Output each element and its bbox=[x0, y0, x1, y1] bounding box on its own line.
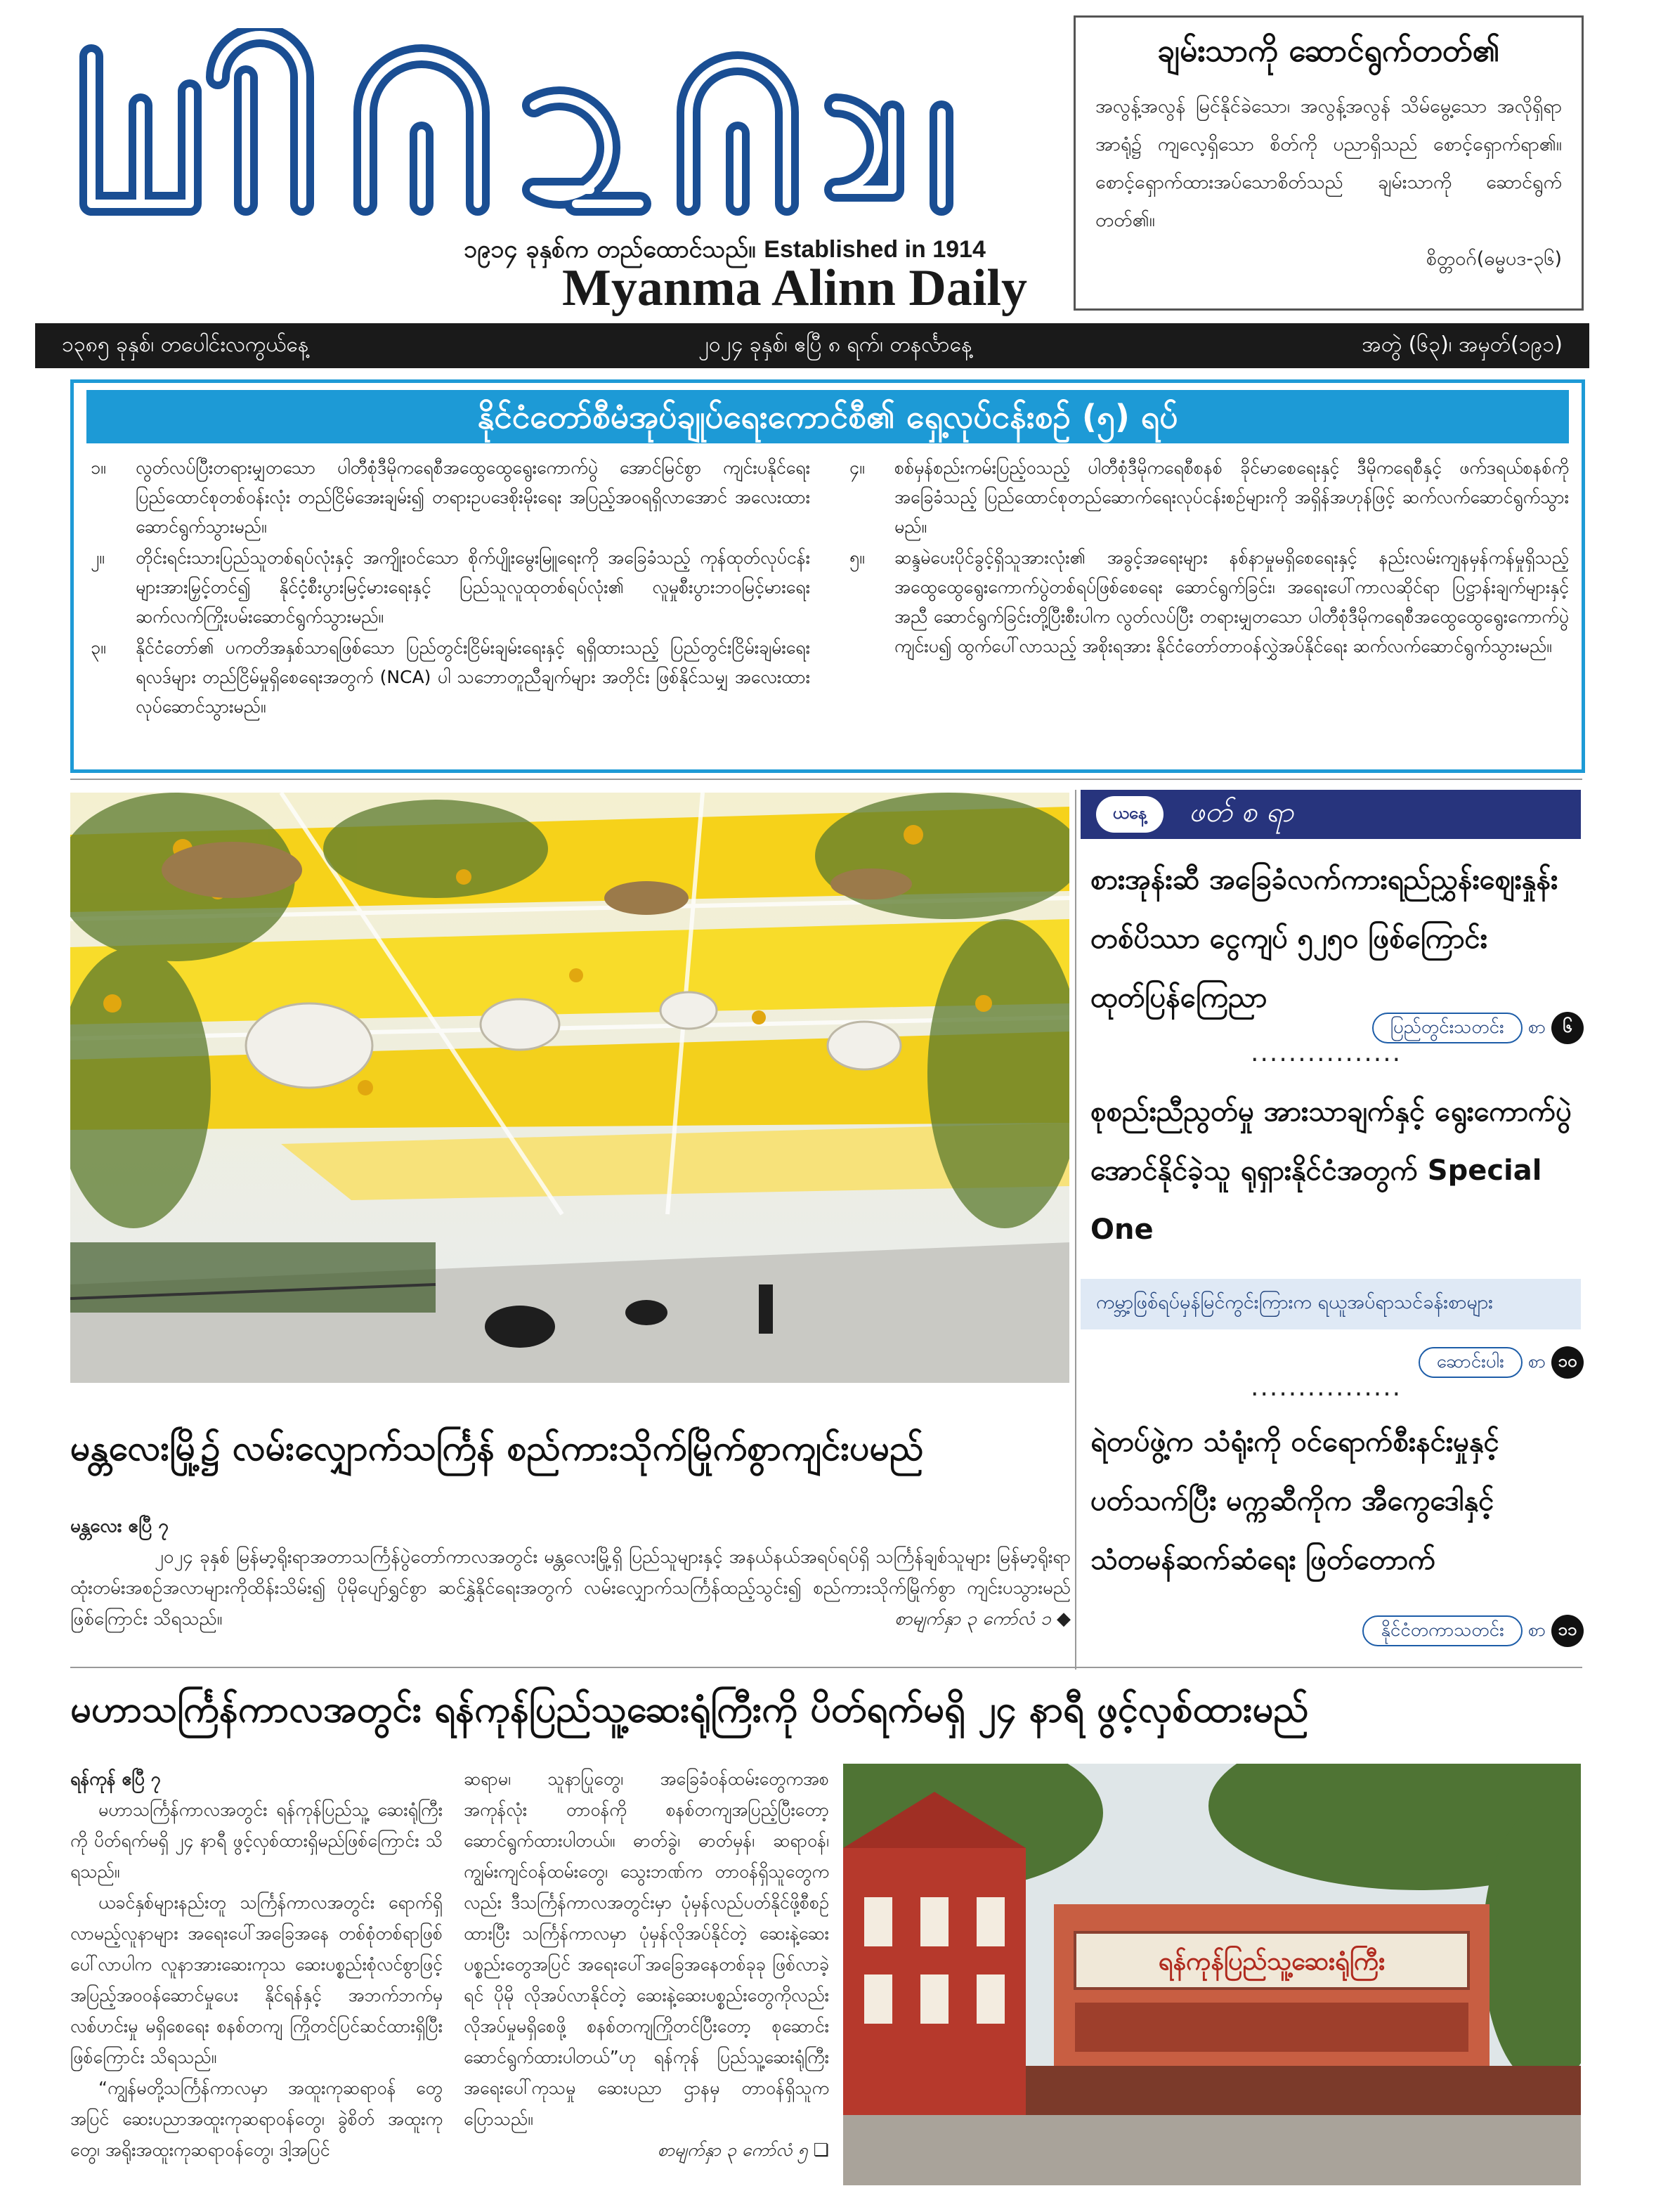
paragraph: မဟာသင်္ကြန်ကာလအတွင်း ရန်ကုန်ပြည်သူ့ ဆေးရုံကြီးကို ပိတ်ရက်မရှိ ၂၄ နာရီ ဖွင့်လှစ်ထားရှိမည်ဖြစ်ကြောင်း သိရသည်။ bbox=[70, 1800, 443, 1882]
dots-separator: ................ bbox=[1251, 1373, 1402, 1402]
policy-item: ၁။ လွတ်လပ်ပြီးတရားမျှတသော ပါတီစုံဒီမိုကရေစီအထွေထွေရွေးကောက်ပွဲ အောင်မြင်စွာ ကျင်းပနိုင်ရေး ပြည်ထောင်စုတစ်ဝန်းလုံး တည်ငြိမ်အေးချမ်း၍ တရားဥပဒေစိုးမိုးရေး အပြည့်အဝရရှိလာအောင် အလေးထားဆောင်ရွက်သွားမည်။ bbox=[91, 457, 810, 537]
paragraph: ယခင်နှစ်များနည်းတူ သင်္ကြန်ကာလအတွင်း ရောက်ရှိလာမည့်လူနာများ အရေးပေါ်အခြေအနေ တစ်စုံတစ်ရာဖြစ်ပေါ်လာပါက လူနာအားဆေးကုသ ဆေးပစ္စည်းစုံလင်စွာဖြင့် အပြည့်အဝဝန်ဆောင်မှုပေး နိုင်ရန်နှင့် အဘက်ဘက်မှ လစ်ဟင်းမှု မရှိစေရေး စနစ်တကျ ကြိုတင်ပြင်ဆင်ထားရှိပြီးဖြစ်ကြောင်း သိရသည်။ bbox=[70, 1892, 443, 2067]
lead-headline[interactable]: မန္တလေးမြို့၌ လမ်းလျှောက်သင်္ကြန် စည်ကားသိုက်မြိုက်စွာကျင်းပမည် bbox=[70, 1428, 924, 1469]
second-dateline: ရန်ကုန် ဧပြီ ၇ bbox=[70, 1769, 161, 1789]
divider bbox=[70, 1667, 1582, 1668]
masthead bbox=[70, 28, 1068, 317]
paragraph: ဆရာမ၊ သူနာပြုတွေ၊ အခြေခံဝန်ထမ်းတွေကအစ အကုန်လုံး တာဝန်ကို စနစ်တကျအပြည့်ပြီးတော့ ဆောင်ရွက်ထားပါတယ်။ ဓာတ်ခွဲ၊ ဓာတ်မှန်၊ ဆရာဝန်၊ ကျွမ်းကျင်ဝန်ထမ်းတွေ၊ သွေးဘဏ်က တာဝန်ရှိသူတွေကလည်း ဒီသင်္ကြန်ကာလအတွင်းမှာ ပုံမှန်လည်ပတ်နိုင်ဖို့စီစဉ်ထားပြီး သင်္ကြန်ကာလမှာ ပုံမှန်လိုအပ်နိုင်တဲ့ ဆေးနဲ့ဆေးပစ္စည်းတွေအပြင် အရေးပေါ်အခြေအနေတစ်ခုခု ဖြစ်လာခဲ့ရင် ပိုမို လိုအပ်လာနိုင်တဲ့ ဆေးနဲ့ဆေးပစ္စည်းတွေကိုလည်း လိုအပ်မှုမရှိစေဖို့ စနစ်တကျကြိုတင်ပြီးတော့ စုဆောင်းဆောင်ရွက်ထားပါတယ်”ဟု ရန်ကုန် ပြည်သူ့ဆေးရုံကြီး အရေးပေါ်ကုသမှု ဆေးပညာ ဌာနမှ တာဝန်ရှိသူက ပြောသည်။ bbox=[464, 1769, 829, 2129]
policy-item: ၅။ ဆန္ဒမဲပေးပိုင်ခွင့်ရှိသူအားလုံး၏ အခွင့်အရေးများ နစ်နာမှုမရှိစေရေးနှင့် နည်းလမ်းကျနမှန်ကန်မှုရှိသည့် အထွေထွေရွေးကောက်ပွဲတစ်ရပ်ဖြစ်စေရေး ဆောင်ရွက်ခြင်း၊ အရေးပေါ်ကာလဆိုင်ရာ ပြဋ္ဌာန်းချက်များနှင့်အညီ ဆောင်ရွက်ခြင်းတို့ပြီးစီးပါက လွတ်လပ်ပြီး တရားမျှတသော ပါတီစုံဒီမိုကရေစီအထွေထွေရွေးကောက်ပွဲ ကျင်းပ၍ ထွက်ပေါ်လာသည့် အစိုးရအား နိုင်ငံတော်တာဝန်လွှဲအပ်နိုင်ရေး ဆက်လက်ဆောင်ရွက်သွားမည်။ bbox=[849, 547, 1569, 656]
tagline-en: Established in 1914 bbox=[764, 236, 986, 263]
lead-continued[interactable]: စာမျက်နှာ ၃ ကော်လံ ၁ ◆ bbox=[894, 1608, 1071, 1629]
index-badge: ယနေ့ bbox=[1096, 796, 1164, 833]
index-story-3[interactable]: ရဲတပ်ဖွဲ့က သံရုံးကို ဝင်ရောက်စီးနင်းမှုနှင့်ပတ်သက်ပြီး မက္ကဆီကိုက အီကွေဒေါနှင့် သံတမန်ဆက်ဆံရေး ဖြတ်တောက် bbox=[1090, 1426, 1499, 1576]
article-column-2 bbox=[464, 1764, 829, 2166]
divider bbox=[1075, 790, 1076, 1670]
policy-box bbox=[70, 379, 1585, 773]
index-story-3-tag[interactable] bbox=[1362, 1615, 1584, 1647]
logo bbox=[70, 28, 998, 232]
dateline-gregorian: ၂၀၂၄ ခုနှစ်၊ ဧပြီ ၈ ရက်၊ တနင်္လာနေ့ bbox=[698, 332, 972, 357]
index-bar bbox=[1081, 790, 1581, 839]
index-story-2-tag[interactable] bbox=[1419, 1346, 1584, 1379]
quote-title: ချမ်းသာကို ဆောင်ရွက်တတ်၏ bbox=[1157, 33, 1500, 69]
paragraph: “ကျွန်မတို့သင်္ကြန်ကာလမှာ အထူးကုဆရာဝန် တွေအပြင် ဆေးပညာအထူးကုဆရာဝန်တွေ၊ ခွဲစိတ် အထူးကုတွေ၊ အရိုးအထူးကုဆရာဝန်တွေ၊ ဒါ့အပြင် bbox=[70, 2078, 443, 2160]
index-story-1[interactable]: စားအုန်းဆီ အခြေခံလက်ကားရည်ညွှန်းဈေးနှုန်း တစ်ပိဿာ ငွေကျပ် ၅၂၅၀ ဖြစ်ကြောင်း ထုတ်ပြန်ကြေညာ bbox=[1090, 864, 1558, 1014]
page-label: စာ bbox=[1527, 1619, 1546, 1641]
article-column-1 bbox=[70, 1764, 443, 2166]
index-story-2[interactable]: စုစည်းညီညွတ်မှု အားသာချက်နှင့် ရွေးကောက်ပွဲအောင်နိုင်ခဲ့သူ ရုရှားနိုင်ငံအတွက် Special One bbox=[1090, 1095, 1572, 1246]
policy-item: ၂။ တိုင်းရင်းသားပြည်သူတစ်ရပ်လုံးနှင့် အကျိုးဝင်သော စိုက်ပျိုးမွေးမြူရေးကို အခြေခံသည့် ကုန်ထုတ်လုပ်ငန်းများအားမြှင့်တင်၍ နိုင်ငံ့စီးပွားမြင့်မားရေးနှင့် ပြည်သူလူထုတစ်ရပ်လုံး၏ လူမှုစီးပွားဘဝမြင့်မားရေး ဆက်လက်ကြိုးပမ်းဆောင်ရွက်သွားမည်။ bbox=[91, 547, 810, 627]
second-continued[interactable]: စာမျက်နှာ ၃ ကော်လံ ၅ ❏ bbox=[657, 2140, 829, 2160]
quote-body: အလွန့်အလွန် မြင်နိုင်ခဲသော၊ အလွန့်အလွန် သိမ်မွေ့သော အလိုရှိရာအာရုံ၌ ကျလေ့ရှိသော စိတ်ကို ပညာရှိသည် စောင့်ရှောက်ရာ၏။ စောင့်ရှောက်ထားအပ်သောစိတ်သည် ချမ်းသာကို ဆောင်ရွက်တတ်၏။ bbox=[1095, 96, 1562, 231]
policy-column-left bbox=[86, 453, 810, 723]
lead-dateline: မန္တလေး ဧပြီ ၇ bbox=[70, 1516, 169, 1537]
second-headline[interactable]: မဟာသင်္ကြန်ကာလအတွင်း ရန်ကုန်ပြည်သူ့ဆေးရုံကြီးကို ပိတ်ရက်မရှိ ၂၄ နာရီ ဖွင့်လှစ်ထားမည် bbox=[70, 1689, 1309, 1731]
divider bbox=[70, 779, 1582, 780]
policy-column-right bbox=[845, 453, 1569, 723]
quote-box bbox=[1074, 15, 1584, 311]
lead-photo bbox=[70, 793, 1069, 1383]
page-label: စာ bbox=[1527, 1016, 1546, 1038]
index-title: ဖတ် စ ရာ bbox=[1189, 795, 1294, 828]
english-name: Myanma Alinn Daily bbox=[562, 259, 1027, 317]
policy-item: ၃။ နိုင်ငံတော်၏ ပကတိအနှစ်သာရဖြစ်သော ပြည်တွင်းငြိမ်းချမ်းရေးနှင့် ရရှိထားသည့် ပြည်တွင်းငြိမ်းချမ်းရေးရလဒ်များ တည်ငြိမ်မှုရှိစေရေးအတွက် (NCA) ပါ သဘောတူညီချက်များ အတိုင်း ဖြစ်နိုင်သမျှ အလေးထားလုပ်ဆောင်သွားမည်။ bbox=[91, 637, 810, 717]
tagline-mm: ၁၉၁၄ ခုနှစ်က တည်ထောင်သည်။ bbox=[464, 235, 756, 264]
dateline-myanmar: ၁၃၈၅ ခုနှစ်၊ တပေါင်းလကွယ်နေ့ bbox=[62, 332, 309, 357]
policy-title: နိုင်ငံတော်စီမံအုပ်ချုပ်ရေးကောင်စီ၏ ရှေ့လုပ်ငန်းစဉ် (၅) ရပ် bbox=[86, 390, 1569, 443]
section-tag: နိုင်ငံတကာသတင်း bbox=[1362, 1615, 1522, 1646]
page-label: စာ bbox=[1527, 1351, 1546, 1372]
dateline-bar bbox=[35, 323, 1589, 368]
hospital-photo bbox=[843, 1764, 1581, 2185]
policy-item: ၄။ စစ်မှန်စည်းကမ်းပြည့်ဝသည့် ပါတီစုံဒီမိုကရေစီစနစ် ခိုင်မာစေရေးနှင့် ဒီမိုကရေစီနှင့် ဖက်ဒရယ်စနစ်ကိုအခြေခံသည့် ပြည်ထောင်စုတည်ဆောက်ရေးလုပ်ငန်းစဉ်များကို အရှိန်အဟုန်ဖြင့် ဆက်လက်ဆောင်ရွက်သွားမည်။ bbox=[849, 457, 1569, 537]
index-story-2-subtitle: ကမ္ဘာ့ဖြစ်ရပ်မှန်မြင်ကွင်းကြားက ရယူအပ်ရာသင်ခန်းစာများ bbox=[1081, 1279, 1581, 1329]
lead-article bbox=[70, 1511, 1071, 1634]
page-number: ၁၁ bbox=[1551, 1615, 1584, 1647]
hospital-sign: ရန်ကုန်ပြည်သူ့ဆေးရုံကြီး bbox=[1158, 1947, 1386, 1976]
dateline-volume: အတွဲ (၆၃)၊ အမှတ်(၁၉၁) bbox=[1362, 332, 1563, 357]
lead-body: ၂၀၂၄ ခုနှစ် မြန်မာ့ရိုးရာအတာသင်္ကြန်ပွဲတော်ကာလအတွင်း မန္တလေးမြို့ရှိ ပြည်သူများနှင့် အနယ်နယ်အရပ်ရပ်ရှိ သင်္ကြန်ချစ်သူများ မြန်မာ့ရိုးရာ ထုံးတမ်းအစဉ်အလာများကိုထိန်းသိမ်း၍ ပိုမိုပျော်ရွှင်စွာ ဆင်နွှဲနိုင်ရေးအတွက် လမ်းလျှောက်သင်္ကြန်ထည့်သွင်း၍ စည်ကားသိုက်မြိုက်စွာ ကျင်းပသွားမည်ဖြစ်ကြောင်း သိရသည်။ bbox=[70, 1547, 1071, 1629]
page-number: ၆ bbox=[1551, 1012, 1584, 1044]
dots-separator: ................ bbox=[1251, 1039, 1402, 1067]
section-tag: ဆောင်းပါး bbox=[1419, 1347, 1523, 1378]
page-number: ၁၀ bbox=[1551, 1346, 1584, 1379]
index-story-1-tag[interactable] bbox=[1372, 1012, 1584, 1044]
quote-source: စိတ္တဝဂ်(ဓမ္မပဒ-၃၆) bbox=[1426, 248, 1562, 270]
section-tag: ပြည်တွင်းသတင်း bbox=[1372, 1013, 1523, 1043]
